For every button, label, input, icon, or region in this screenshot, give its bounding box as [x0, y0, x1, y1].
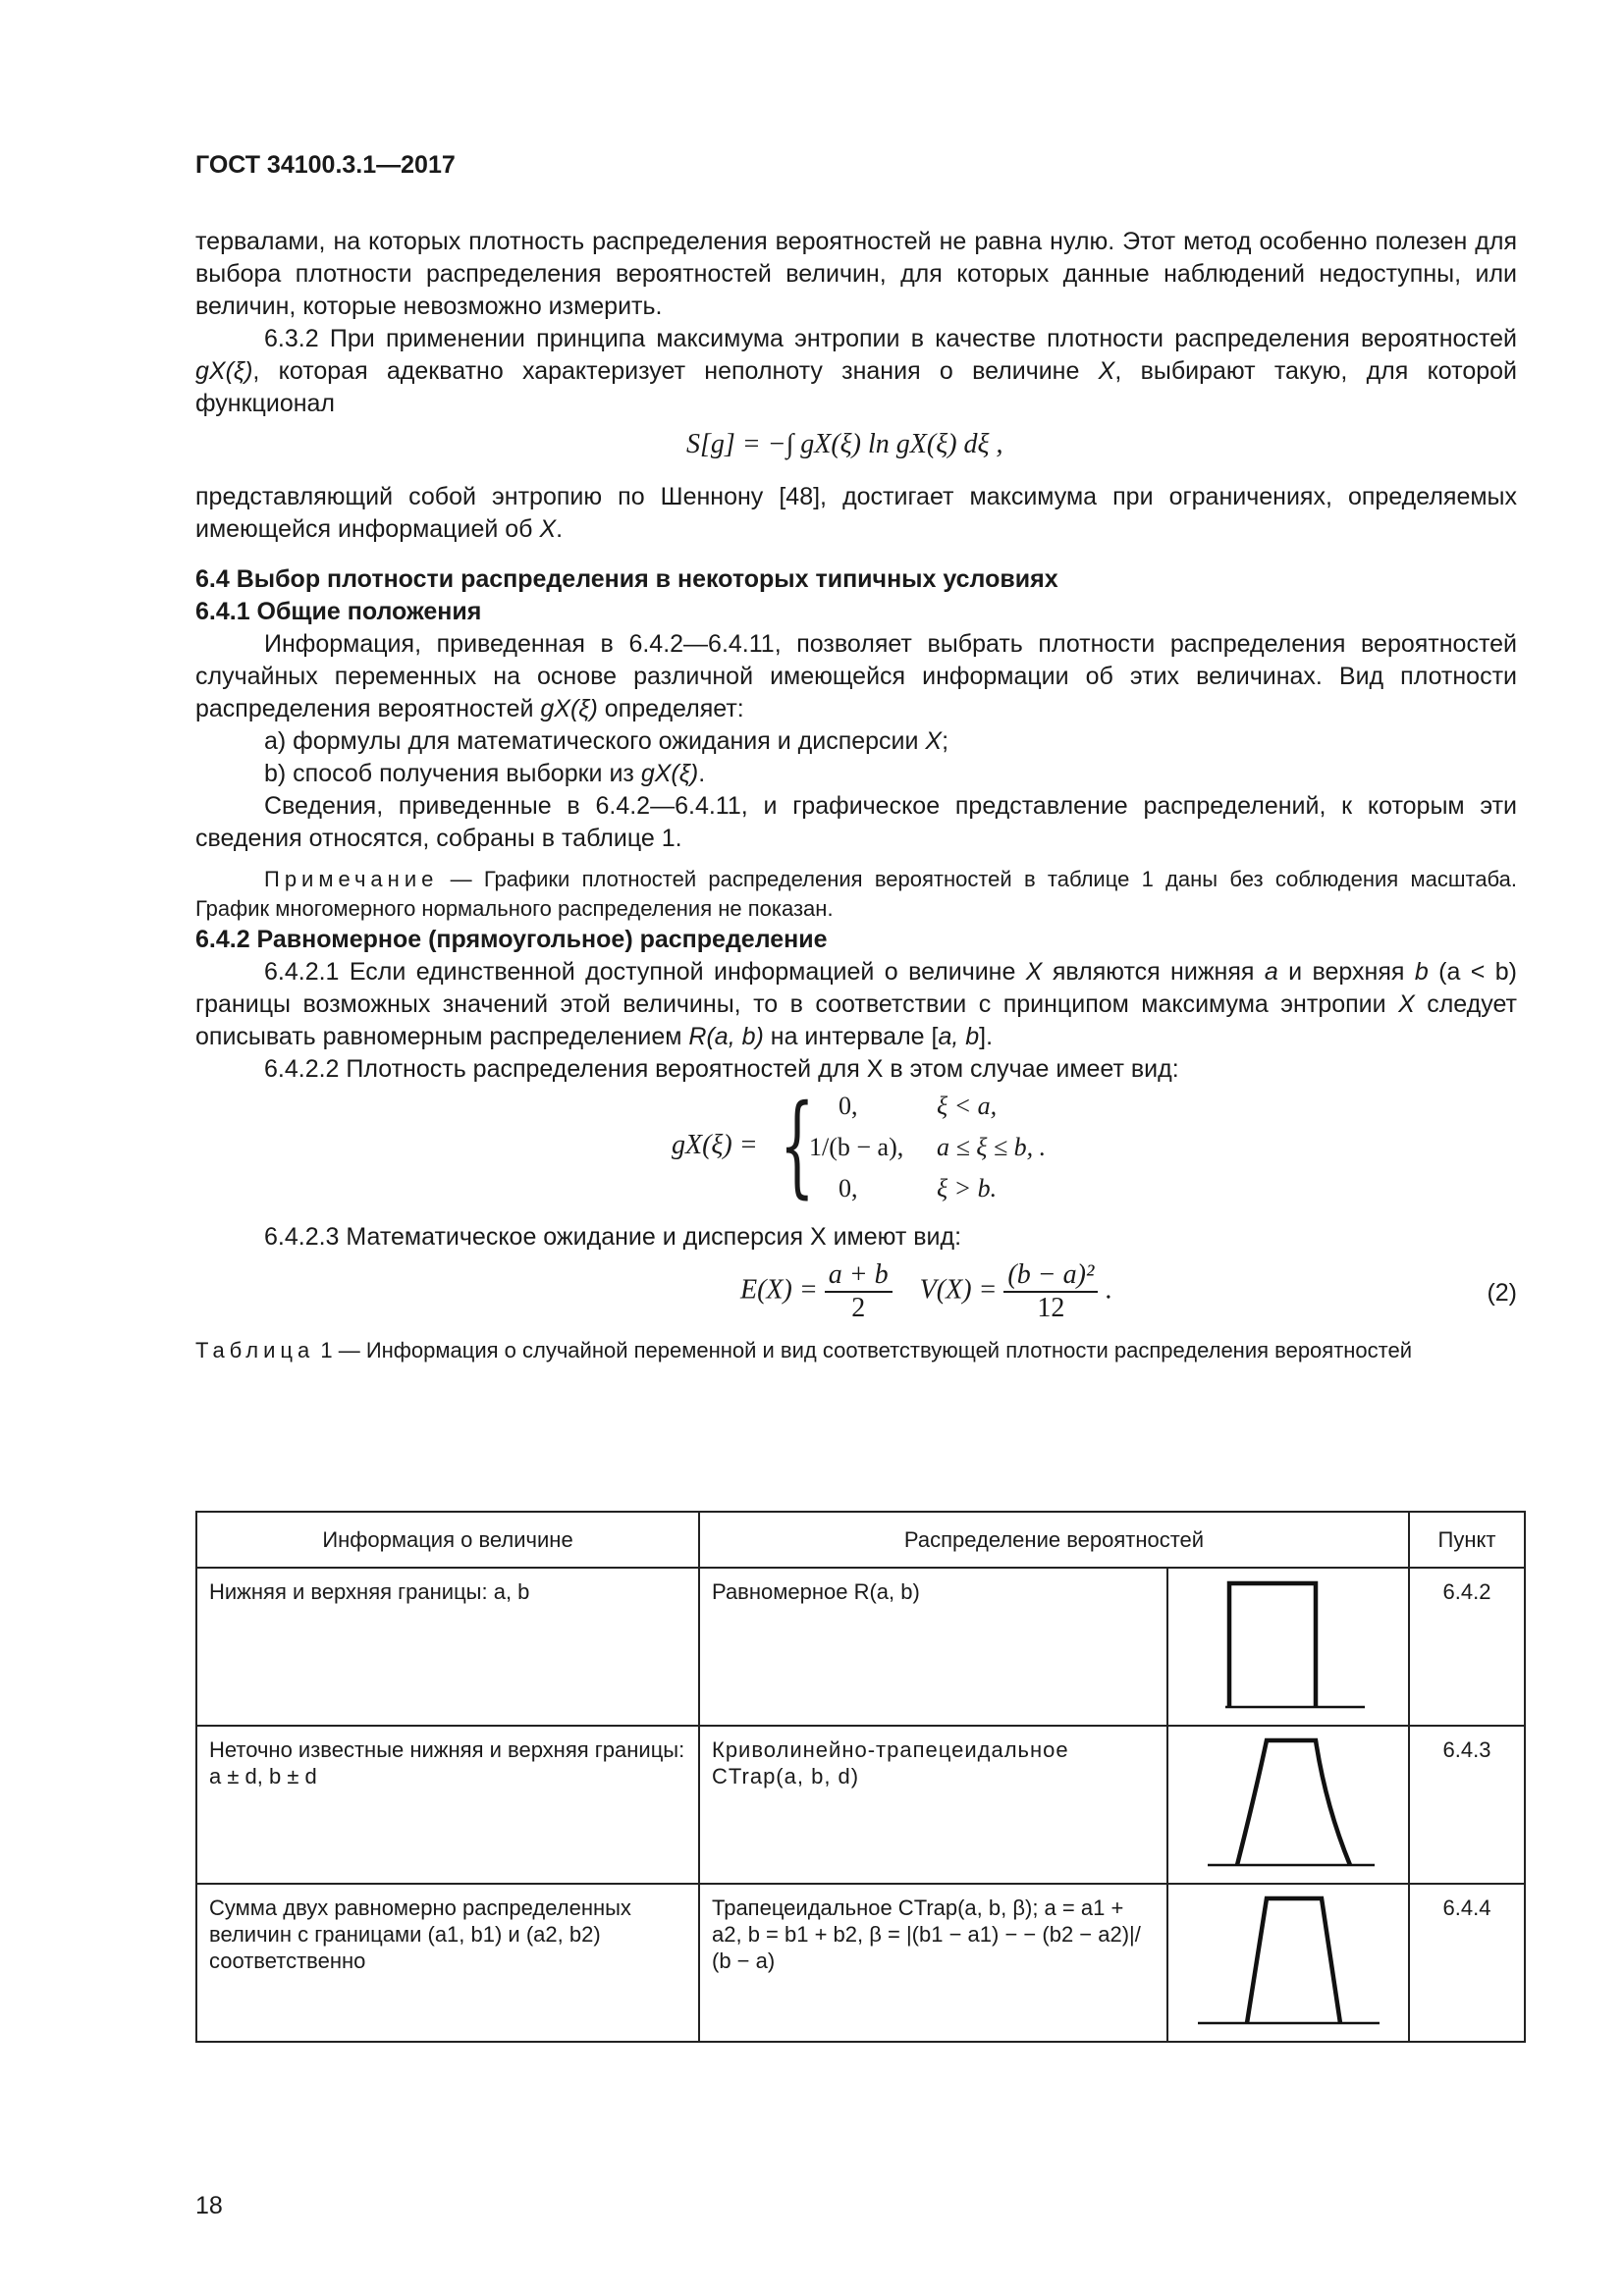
table-row: [196, 1884, 1525, 2042]
table-cell-graph: [1167, 1726, 1409, 1884]
piecewise-condition: ξ > b.: [937, 1174, 998, 1202]
piecewise-value: 0,: [839, 1092, 858, 1120]
table-cell-clause: 6.4.2: [1409, 1568, 1525, 1726]
brace: {: [780, 1082, 815, 1209]
paragraph-6421: 6.4.2.1 Если единственной доступной информацией о величине X являются нижняя a и верхняя b (a < b) границы возможных значений этой величины, то в соответствии с принципом максимума энтропии X следует описывать равномерным распределением R(a, b) на интервале [a, b].: [195, 958, 1517, 1050]
paragraph: тервалами, на которых плотность распределения вероятностей не равна нулю. Этот метод особенно полезен для выбора плотности распределения вероятностей величин, для которых данные наблюдений недоступны, или величин, которые невозможно измерить.: [195, 228, 1517, 320]
list-item-b: b) способ получения выборки из gX(ξ).: [264, 760, 706, 787]
list-item-a: a) формулы для математического ожидания и дисперсии X;: [264, 727, 949, 755]
section-heading-64: 6.4 Выбор плотности распределения в некоторых типичных условиях: [195, 565, 1058, 593]
variance-lhs: V(X) =: [919, 1274, 998, 1306]
piecewise-value: 1/(b − a),: [809, 1133, 904, 1161]
variance-fraction: $\frac{\text{(b − a)²}}{12}$: [1003, 1259, 1098, 1324]
distribution-table: [195, 1511, 1526, 2043]
table-cell-info: Неточно известные нижняя и верхняя границы: a ± d, b ± d: [196, 1726, 699, 1884]
table-cell-graph: [1167, 1884, 1409, 2042]
rectangle-distribution-graph: [1168, 1569, 1410, 1719]
table-cell-info: Сумма двух равномерно распределенных величин с границами (a1, b1) и (a2, b2) соответственно: [196, 1884, 699, 2042]
table-cell-info: Нижняя и верхняя границы: a, b: [196, 1568, 699, 1726]
section-heading-642: 6.4.2 Равномерное (прямоугольное) распределение: [195, 926, 828, 953]
note: Примечание — Графики плотностей распределения вероятностей в таблице 1 даны без соблюдения масштаба. График многомерного нормального распределения не показан.: [195, 867, 1517, 921]
table-caption: Таблица 1 — Информация о случайной переменной и вид соответствующей плотности распределения вероятностей: [195, 1338, 1413, 1362]
paragraph: Информация, приведенная в 6.4.2—6.4.11, позволяет выбрать плотности распределения вероятностей случайных переменных на основе различной имеющейся информации об этих величинах. Вид плотности распределения вероятностей gX(ξ) определяет:: [195, 630, 1517, 722]
piecewise-value: 0,: [839, 1174, 858, 1202]
column-header: Распределение вероятностей: [699, 1512, 1409, 1568]
section-heading-641: 6.4.1 Общие положения: [195, 598, 482, 625]
column-header: Информация о величине: [196, 1512, 699, 1568]
paragraph-6423: 6.4.2.3 Математическое ожидание и дисперсия X имеют вид:: [264, 1223, 962, 1251]
table-cell-distribution: Криволинейно-трапецеидальное CTrap(a, b, d): [699, 1726, 1167, 1884]
table-cell-distribution: Трапецеидальное CTrap(a, b, β); a = a1 + a2, b = b1 + b2, β = |(b1 − a1) − − (b2 − a2)|/ (b − a): [699, 1884, 1167, 2042]
table-cell-clause: 6.4.4: [1409, 1884, 1525, 2042]
page-body: [195, 226, 1517, 1365]
piecewise-lhs: gX(ξ) =: [672, 1130, 758, 1160]
table-cell-clause: 6.4.3: [1409, 1726, 1525, 1884]
page-number: 18: [195, 2192, 223, 2219]
trapezoid-graph: [1168, 1885, 1410, 2035]
table-row: [196, 1568, 1525, 1726]
paragraph: представляющий собой энтропию по Шеннону [48], достигает максимума при ограничениях, определяемых имеющейся информацией об X.: [195, 483, 1517, 543]
column-header: Пункт: [1409, 1512, 1525, 1568]
piecewise-condition: ξ < a,: [937, 1092, 998, 1120]
paragraph-632: 6.3.2 При применении принципа максимума энтропии в качестве плотности распределения вероятностей gX(ξ), которая адекватно характеризует неполноту знания о величине X, выбирают такую, для которой функционал: [195, 325, 1517, 417]
expectation-fraction: $\frac{a + b}{2}$: [825, 1259, 893, 1324]
table-header-row: [196, 1512, 1525, 1568]
piecewise-formula: [195, 1082, 1517, 1211]
piecewise-condition: a ≤ ξ ≤ b, .: [937, 1133, 1047, 1161]
paragraph-6422: 6.4.2.2 Плотность распределения вероятностей для X в этом случае имеет вид:: [264, 1055, 1179, 1083]
expectation-lhs: E(X) =: [740, 1274, 818, 1306]
document-header: ГОСТ 34100.3.1—2017: [195, 151, 456, 179]
curvilinear-trapezoid-graph: [1168, 1727, 1410, 1877]
equation-number: (2): [1487, 1279, 1517, 1307]
expectation-formula: E(X) = $\frac{a + b}{2}$ V(X) = $\frac{\text{(b − a)²}}{12}$ . (2): [740, 1259, 1517, 1323]
table-cell-distribution: Равномерное R(a, b): [699, 1568, 1167, 1726]
entropy-formula: S[g] = −∫ gX(ξ) ln gX(ξ) dξ ,: [686, 429, 1003, 459]
table-row: [196, 1726, 1525, 1884]
table-cell-graph: [1167, 1568, 1409, 1726]
paragraph: Сведения, приведенные в 6.4.2—6.4.11, и графическое представление распределений, к которым эти сведения относятся, собраны в таблице 1.: [195, 792, 1517, 852]
